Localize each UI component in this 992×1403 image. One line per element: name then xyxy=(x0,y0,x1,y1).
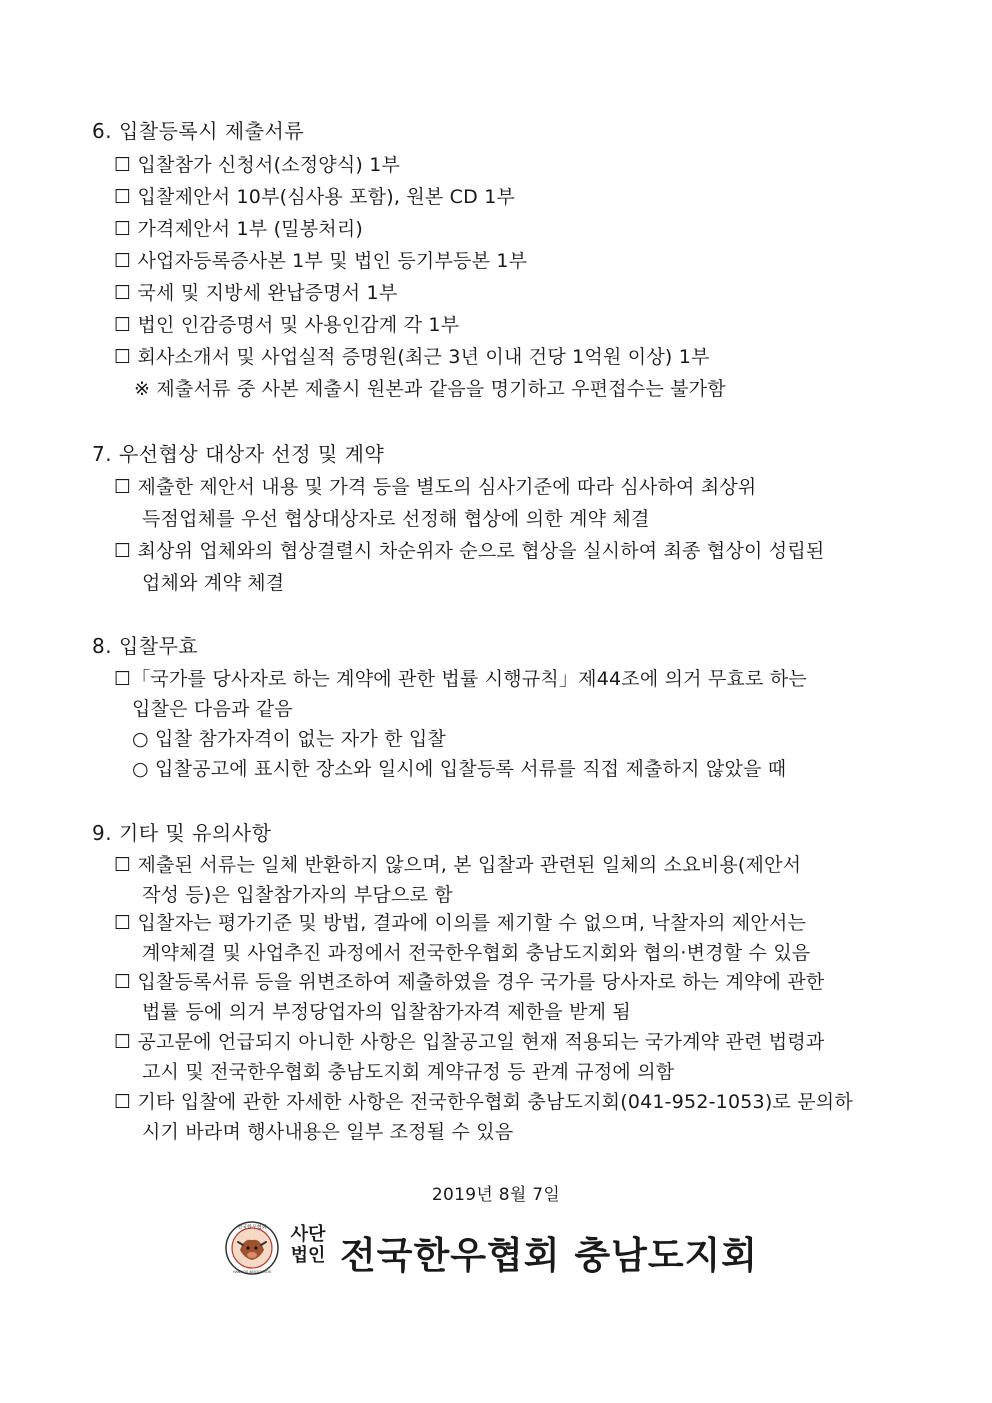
section-7-line: ☐ 최상위 업체와의 협상결렬시 차순위자 순으로 협상을 실시하여 최종 협상이 성립된 xyxy=(114,540,825,562)
association-seal-icon xyxy=(224,1220,280,1276)
section-9-line: 시기 바라며 행사내용은 일부 조정될 수 있음 xyxy=(142,1121,514,1143)
section-6-item: ☐ 입찰제안서 10부(심사용 포함), 원본 CD 1부 xyxy=(114,186,516,208)
section-7-line: 업체와 계약 체결 xyxy=(142,572,285,594)
seal-text-top: 전국한우협회 xyxy=(237,1224,267,1231)
section-9-line: ☐ 공고문에 언급되지 아니한 사항은 입찰공고일 현재 적용되는 국가계약 관련 법령과 xyxy=(114,1031,825,1053)
corporation-type-label xyxy=(290,1224,326,1266)
section-9-line: 작성 등)은 입찰참가자의 부담으로 함 xyxy=(142,884,453,906)
section-8-line: 입찰은 다음과 같음 xyxy=(132,698,293,720)
section-8-title: 8. 입찰무효 xyxy=(92,634,199,658)
section-9-line: ☐ 제출된 서류는 일체 반환하지 않으며, 본 입찰과 관련된 일체의 소요비용(제안서 xyxy=(114,854,802,876)
section-8-bullet: ○ 입찰공고에 표시한 장소와 일시에 입찰등록 서류를 직접 제출하지 않았을 때 xyxy=(132,758,787,780)
section-6-item: ☐ 회사소개서 및 사업실적 증명원(최근 3년 이내 건당 1억원 이상) 1부 xyxy=(114,346,710,368)
organization-name: 전국한우협회 충남도지회 xyxy=(340,1234,759,1277)
seal-text-bottom: HANWOO ASSOCIATION xyxy=(233,1270,271,1274)
section-6-item: ☐ 가격제안서 1부 (밀봉처리) xyxy=(114,218,364,240)
section-8-bullet: ○ 입찰 참가자격이 없는 자가 한 입찰 xyxy=(132,728,446,750)
section-7-line: ☐ 제출한 제안서 내용 및 가격 등을 별도의 심사기준에 따라 심사하여 최상위 xyxy=(114,476,757,498)
section-9-line: 계약체결 및 사업추진 과정에서 전국한우협회 충남도지회와 협의·변경할 수 있음 xyxy=(142,942,811,964)
corp-type-top: 사단 xyxy=(290,1224,326,1245)
issue-date: 2019년 8월 7일 xyxy=(431,1185,561,1205)
section-9-line: ☐ 기타 입찰에 관한 자세한 사항은 전국한우협회 충남도지회(041-952-1053)로 문의하 xyxy=(114,1091,853,1113)
section-6-item: ☐ 사업자등록증사본 1부 및 법인 등기부등본 1부 xyxy=(114,250,528,272)
section-8-line: ☐「국가를 당사자로 하는 계약에 관한 법률 시행규칙」제44조에 의거 무효로 하는 xyxy=(114,668,807,690)
section-6-item: ☐ 입찰참가 신청서(소정양식) 1부 xyxy=(114,154,401,176)
section-6-title: 6. 입찰등록시 제출서류 xyxy=(92,119,305,143)
section-7-title: 7. 우선협상 대상자 선정 및 계약 xyxy=(92,442,385,466)
section-6-note: ※ 제출서류 중 사본 제출시 원본과 같음을 명기하고 우편접수는 불가함 xyxy=(134,378,726,400)
section-6-item: ☐ 법인 인감증명서 및 사용인감계 각 1부 xyxy=(114,314,460,336)
section-6-item: ☐ 국세 및 지방세 완납증명서 1부 xyxy=(114,282,398,304)
organization-footer xyxy=(224,1218,784,1278)
section-9-title: 9. 기타 및 유의사항 xyxy=(92,821,272,845)
section-9-line: ☐ 입찰자는 평가기준 및 방법, 결과에 이의를 제기할 수 없으며, 낙찰자의 제안서는 xyxy=(114,912,807,934)
section-9-line: 고시 및 전국한우협회 충남도지회 계약규정 등 관계 규정에 의함 xyxy=(142,1061,675,1083)
corp-type-bottom: 법인 xyxy=(290,1245,326,1266)
section-9-line: 법률 등에 의거 부정당업자의 입찰참가자격 제한을 받게 됨 xyxy=(142,1001,631,1023)
section-7-line: 득점업체를 우선 협상대상자로 선정해 협상에 의한 계약 체결 xyxy=(142,508,650,530)
section-9-line: ☐ 입찰등록서류 등을 위변조하여 제출하였을 경우 국가를 당사자로 하는 계약에 관한 xyxy=(114,971,825,993)
